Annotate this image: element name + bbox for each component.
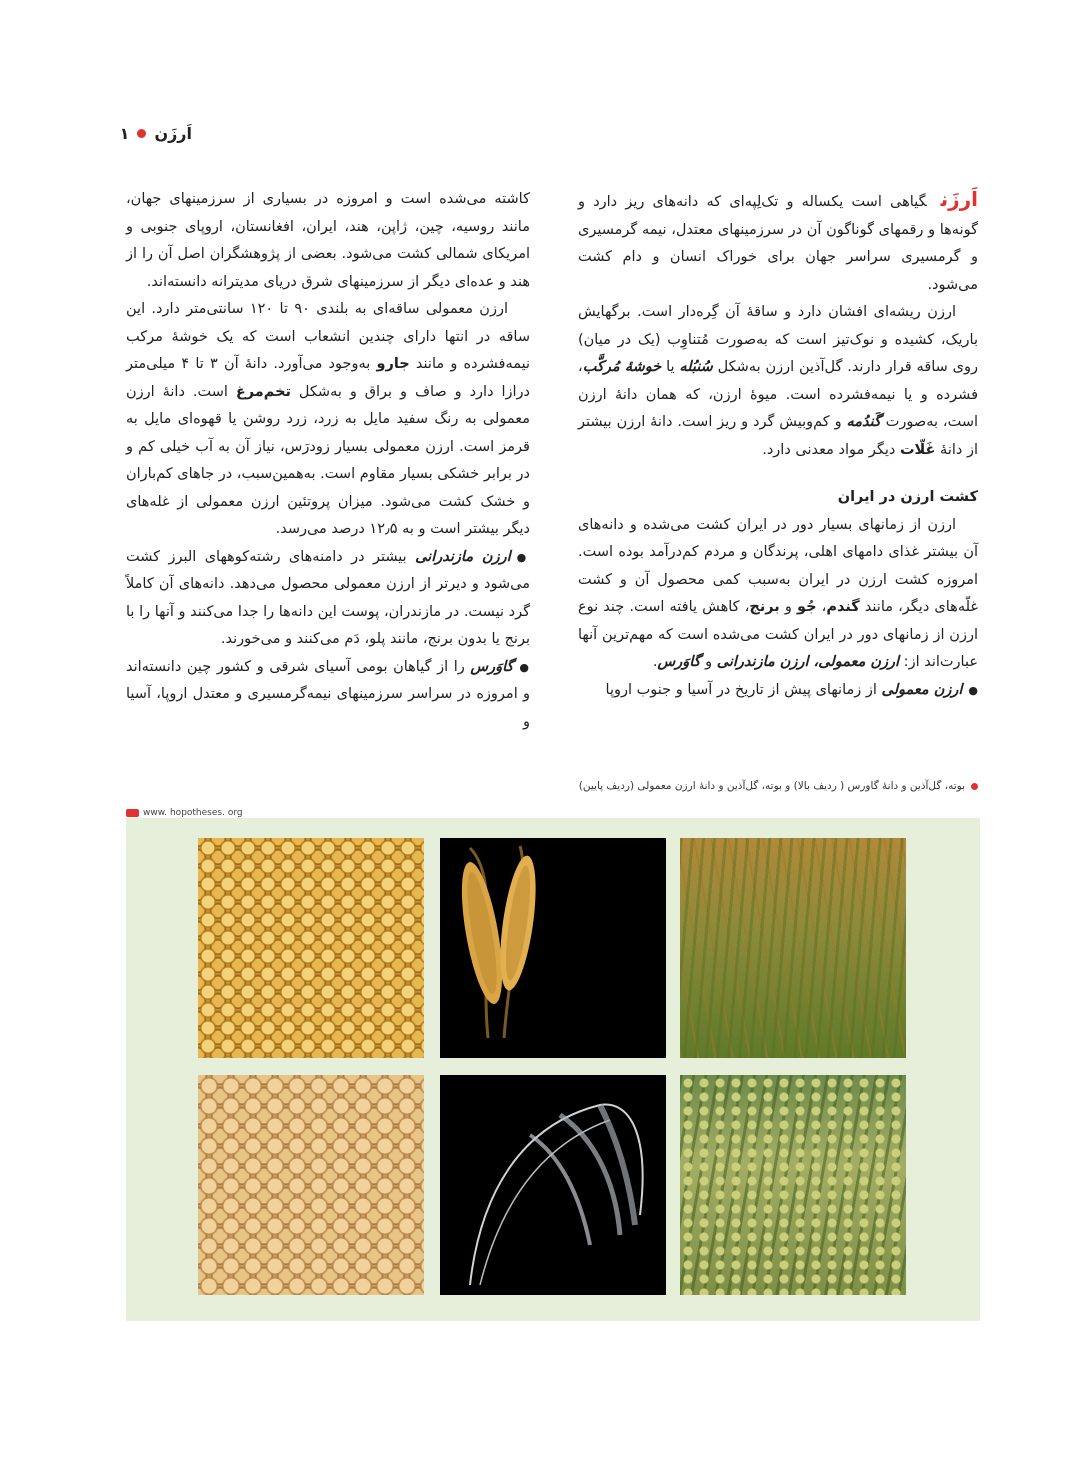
bullet-common-millet: ● ارزن معمولی از زمانهای پیش از تاریخ در آسیا و جنوب اروپا — [578, 677, 978, 705]
description-paragraph: ارزن ریشه‌ای افشان دارد و ساقهٔ آن گِره‌دار است. برگهایش باریک، کشیده و نوک‌تیز است که به‌صورت مُتناوِب (یک در میان) روی ساقه قرار دارند. گل‌آذین ارزن به‌شکل سُنبُله یا خوشهٔ مُرکَّب، فشرده و یا نیمه‌فشرده است. میوهٔ ارزن، که همان دانهٔ ارزن است، به‌صورت گَندُمه و کم‌وبیش گرد و ریز است. دانهٔ ارزن بیشتر از دانهٔ غَلّات دیگر مواد معدنی دارد. — [578, 304, 979, 458]
bullet-gavars: ● گاوَرس را از گیاهان بومی آسیای شرقی و کشور چین دانسته‌اند و امروزه در سراسر سرزمینهای نیمه‌گرمسیری و معتدل اروپا، آسیا و — [126, 654, 530, 737]
page-number: ۱ — [119, 124, 130, 143]
foxtail-millet-plant-photo — [680, 838, 906, 1058]
intro-paragraph: اَرزَنگیاهی است یکساله و تک‌لِپه‌ای که دانه‌های ریز دارد و گونه‌ها و رقمهای گوناگون آن در سرزمینهای معتدل، نیمه گرمسیری و گرمسیری سراسر جهان برای خوراک انسان و دام کشت می‌شود. — [578, 187, 978, 293]
foxtail-millet-panicle-photo — [440, 838, 666, 1058]
source-logo-icon — [126, 809, 139, 817]
image-source: www. hopotheses. org — [126, 808, 243, 818]
photo-panel — [126, 818, 980, 1321]
left-column — [126, 186, 530, 736]
common-millet-panicle-photo — [440, 1075, 666, 1295]
bullet-dot-icon — [137, 129, 146, 138]
bullet-mazandarani-millet: ● ارزن مازندرانی بیشتر در دامنه‌های رشته‌کوههای البرز کشت می‌شود و دیرتر از ارزن معمولی محصول می‌دهد. دانه‌های آن کاملاً گرد نیست. در مازندران، پوست این دانه‌ها را جدا می‌کنند و آنها را با برنج یا بدون برنج، مانند پلو، دَم می‌کنند و می‌خورند. — [126, 544, 530, 654]
page-title: اَرزَن — [154, 124, 192, 143]
page-header — [112, 124, 192, 143]
foxtail-millet-grains-photo — [198, 838, 424, 1058]
figure-caption: بوته، گل‌آذین و دانهٔ گاورس ( ردیف بالا) و بوته، گل‌آذین و دانهٔ ارزن معمولی (ردیف پایین) — [578, 780, 978, 792]
right-column — [578, 186, 978, 704]
entry-headword: اَرزَن — [940, 187, 978, 211]
section-heading: کشت ارزن در ایران — [837, 489, 978, 505]
iran-paragraph: ارزن از زمانهای بسیار دور در ایران کشت می‌شده و دانه‌های آن بیشتر غذای دامهای اهلی، پرندگان و مردم کم‌درآمد بوده است. امروزه کشت ارزن در ایران به‌سبب کمی محصول آن و کشت غلّه‌های دیگر، مانند گندم، جُو و برنج، کاهش یافته است. چند نوع ارزن از زمانهای دور در ایران کشت می‌شده است که مهم‌ترین آنها عبارت‌اند از: ارزن معمولی، ارزن مازندرانی و گاوَرس. — [578, 516, 978, 670]
common-millet-grains-photo — [198, 1075, 424, 1295]
continuation-paragraph: کاشته می‌شده است و امروزه در بسیاری از سرزمینهای جهان، مانند روسیه، چین، ژاپن، هند، ایران، افغانستان، اروپای جنوبی و امریکای شمالی کشت می‌شود. بعضی از پژوهشگران اصل آن را از هند و عده‌ای دیگر از سرزمینهای شرق دریای مدیترانه دانسته‌اند. — [126, 191, 530, 290]
caption-dot-icon — [971, 783, 978, 790]
common-millet-plant-photo — [680, 1075, 906, 1295]
common-millet-paragraph: ارزن معمولی ساقه‌ای به بلندی ۹۰ تا ۱۲۰ سانتی‌متر دارد. این ساقه در انتها دارای چندین انشعاب است که یک خوشهٔ مرکب نیمه‌فشرده و مانند جارو به‌وجود می‌آورد. دانهٔ آن ۳ تا ۴ میلی‌متر درازا دارد و صاف و براق و به‌شکل تخم‌مرغ است. دانهٔ ارزن معمولی به رنگ سفید مایل به زرد، زرد روشن یا قهوه‌ای مایل به قرمز است. ارزن معمولی بسیار زودرَس، نیاز آن به آب خیلی کم و در برابر خشکی بسیار مقاوم است. به‌همین‌سبب، در جاهای کم‌باران و خشک کشت می‌شود. میزان پروتئین ارزن معمولی از غله‌های دیگر بیشتر است و به ۱۲٫۵ درصد می‌رسد. — [126, 301, 531, 537]
